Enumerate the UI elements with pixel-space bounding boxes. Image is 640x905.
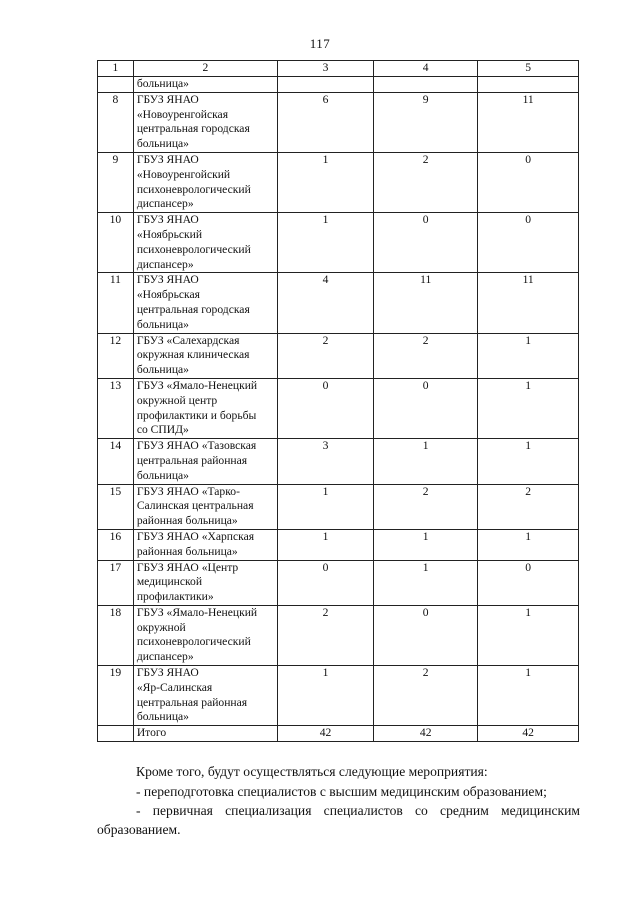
header-col-3: 3 (277, 61, 373, 77)
value-col-3: 6 (277, 92, 373, 152)
value-col-5: 0 (478, 560, 579, 605)
value-col-5: 1 (478, 439, 579, 484)
value-col-4: 2 (374, 484, 478, 529)
value-col-4: 2 (374, 152, 478, 212)
row-number: 15 (98, 484, 134, 529)
total-num (98, 726, 134, 742)
table-row (98, 333, 579, 378)
staff-training-table (97, 60, 579, 742)
institution-name: ГБУЗ «Ямало-Ненецкий окружной центр профилактики и борьбы со СПИД» (133, 378, 277, 438)
continuation-row (98, 77, 579, 93)
value-col-3: 3 (277, 439, 373, 484)
row-number: 13 (98, 378, 134, 438)
institution-name: ГБУЗ ЯНАО «Ноябрьская центральная городская больница» (133, 273, 277, 333)
value-col-4: 0 (374, 605, 478, 665)
value-col-4: 1 (374, 560, 478, 605)
value-col-3: 1 (277, 152, 373, 212)
total-col-5: 42 (478, 726, 579, 742)
continuation-c5 (478, 77, 579, 93)
value-col-3: 1 (277, 213, 373, 273)
value-col-3: 1 (277, 666, 373, 726)
value-col-3: 0 (277, 560, 373, 605)
header-col-4: 4 (374, 61, 478, 77)
total-col-3: 42 (277, 726, 373, 742)
continuation-c4 (374, 77, 478, 93)
row-number: 9 (98, 152, 134, 212)
institution-name: ГБУЗ «Ямало-Ненецкий окружной психоневрологический диспансер» (133, 605, 277, 665)
value-col-4: 9 (374, 92, 478, 152)
table-row (98, 152, 579, 212)
institution-name: ГБУЗ ЯНАО «Тарко- Салинская центральная районная больница» (133, 484, 277, 529)
value-col-3: 2 (277, 605, 373, 665)
paragraph-item-2-end: образованием. (97, 822, 181, 837)
continuation-c3 (277, 77, 373, 93)
value-col-4: 0 (374, 378, 478, 438)
paragraph-item-2: - первичная специализация специалистов со средним медицинским (136, 803, 580, 818)
row-number: 14 (98, 439, 134, 484)
value-col-3: 0 (277, 378, 373, 438)
row-number: 19 (98, 666, 134, 726)
header-col-1: 1 (98, 61, 134, 77)
row-number: 12 (98, 333, 134, 378)
header-col-5: 5 (478, 61, 579, 77)
value-col-4: 2 (374, 666, 478, 726)
institution-name: ГБУЗ ЯНАО «Ноябрьский психоневрологический диспансер» (133, 213, 277, 273)
value-col-3: 1 (277, 529, 373, 560)
row-number: 16 (98, 529, 134, 560)
institution-name: ГБУЗ ЯНАО «Новоуренгойская центральная городская больница» (133, 92, 277, 152)
value-col-3: 4 (277, 273, 373, 333)
value-col-5: 0 (478, 152, 579, 212)
institution-name: ГБУЗ «Салехардская окружная клиническая больница» (133, 333, 277, 378)
continuation-name: больница» (133, 77, 277, 93)
paragraph-item-1: - переподготовка специалистов с высшим медицинским образованием; (136, 784, 547, 799)
value-col-4: 1 (374, 439, 478, 484)
table-row (98, 484, 579, 529)
value-col-5: 11 (478, 273, 579, 333)
table-row (98, 213, 579, 273)
value-col-3: 2 (277, 333, 373, 378)
value-col-4: 2 (374, 333, 478, 378)
total-col-4: 42 (374, 726, 478, 742)
value-col-5: 1 (478, 666, 579, 726)
value-col-5: 2 (478, 484, 579, 529)
row-number: 11 (98, 273, 134, 333)
table-row (98, 605, 579, 665)
value-col-4: 11 (374, 273, 478, 333)
value-col-5: 0 (478, 213, 579, 273)
institution-name: ГБУЗ ЯНАО «Тазовская центральная районная больница» (133, 439, 277, 484)
table-row (98, 529, 579, 560)
value-col-3: 1 (277, 484, 373, 529)
table-row (98, 439, 579, 484)
total-label: Итого (133, 726, 277, 742)
institution-name: ГБУЗ ЯНАО «Яр-Салинская центральная районная больница» (133, 666, 277, 726)
table-row (98, 378, 579, 438)
institution-name: ГБУЗ ЯНАО «Центр медицинской профилактики» (133, 560, 277, 605)
row-number: 17 (98, 560, 134, 605)
table-header-row (98, 61, 579, 77)
paragraph-intro: Кроме того, будут осуществляться следующие мероприятия: (136, 764, 488, 779)
table-row (98, 273, 579, 333)
page-number: 117 (309, 36, 331, 51)
table-row (98, 560, 579, 605)
row-number: 8 (98, 92, 134, 152)
value-col-4: 0 (374, 213, 478, 273)
table-row (98, 92, 579, 152)
value-col-4: 1 (374, 529, 478, 560)
header-col-2: 2 (133, 61, 277, 77)
value-col-5: 1 (478, 378, 579, 438)
row-number: 18 (98, 605, 134, 665)
table-row (98, 666, 579, 726)
value-col-5: 1 (478, 529, 579, 560)
value-col-5: 1 (478, 605, 579, 665)
institution-name: ГБУЗ ЯНАО «Харпская районная больница» (133, 529, 277, 560)
total-row (98, 726, 579, 742)
value-col-5: 11 (478, 92, 579, 152)
continuation-num (98, 77, 134, 93)
institution-name: ГБУЗ ЯНАО «Новоуренгойский психоневрологический диспансер» (133, 152, 277, 212)
row-number: 10 (98, 213, 134, 273)
value-col-5: 1 (478, 333, 579, 378)
